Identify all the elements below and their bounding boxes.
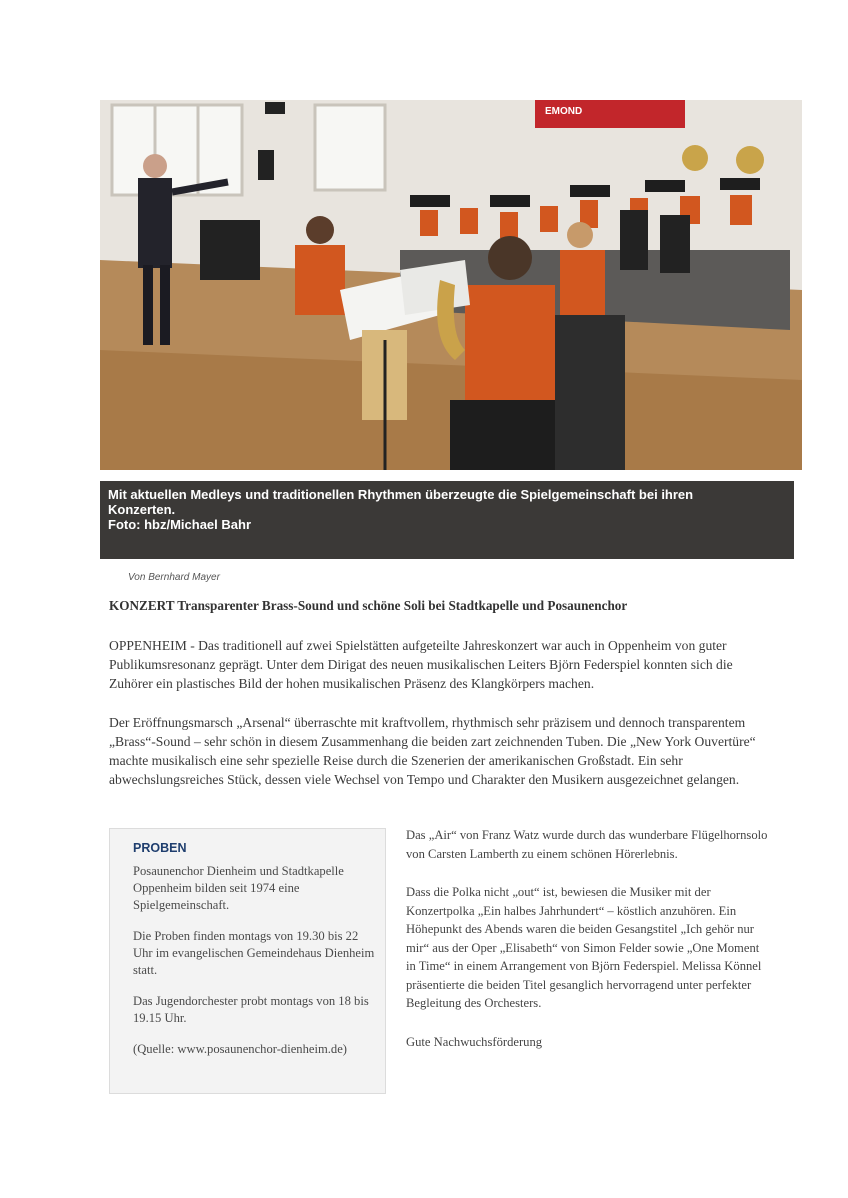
right-column <box>406 826 771 1071</box>
saxophonist-figure <box>465 285 555 415</box>
conductor-figure <box>138 178 172 268</box>
concert-photo <box>100 100 802 470</box>
byline: Von Bernhard Mayer <box>128 572 220 583</box>
banner-text: EMOND <box>545 106 583 117</box>
caption-line-2: Konzerten. <box>108 502 176 517</box>
concert-photo-image <box>100 100 802 470</box>
article-headline: KONZERT Transparenter Brass-Sound und schöne Soli bei Stadtkapelle und Posaunenchor <box>109 598 628 613</box>
article-paragraph-2: Der Eröffnungsmarsch „Arsenal“ überraschte mit kraftvollem, rhythmisch sehr präzisem und dennoch transparentem „Brass“-Sound – sehr schön in diesem Zusammenhang die beiden zart zeichnenden Tuben. Die „New York Ouvertüre“ machte musikalisch eine sehr spezielle Reise durch die Szenerien der amerikanischen Großstadt. Ein sehr abwechslungsreiches Stück, dessen viele Wechsel von Tempo und Charakter den Musikern ausgezeichnet gelangen. <box>109 715 756 787</box>
info-box-paragraph-2: Die Proben finden montags von 19.30 bis 22 Uhr im evangelischen Gemeindehaus Dienheim statt. <box>133 929 375 977</box>
info-box-proben <box>109 828 386 1094</box>
info-box-paragraph-1: Posaunenchor Dienheim und Stadtkapelle Oppenheim bilden seit 1974 eine Spielgemeinschaft. <box>133 864 344 912</box>
caption-line-1: Mit aktuellen Medleys und traditionellen Rhythmen überzeugte die Spielgemeinschaft bei ihren <box>108 487 694 502</box>
article-paragraph-1: OPPENHEIM - Das traditionell auf zwei Spielstätten aufgeteilte Jahreskonzert war auch in Oppenheim von guter Publikumsresonanz geprägt. Unter dem Dirigat des neuen musikalischen Leiters Björn Federspiel konnten sich die Zuhörer ein plastisches Bild der hohen musikalischen Präsenz des Klangkörpers machen. <box>109 638 733 691</box>
photo-caption <box>100 481 794 559</box>
info-box-source: (Quelle: www.posaunenchor-dienheim.de) <box>133 1042 348 1056</box>
info-box-paragraph-3: Das Jugendorchester probt montags von 18 bis 19.15 Uhr. <box>133 994 369 1025</box>
info-box-title: PROBEN <box>133 841 187 855</box>
right-paragraph-2: Dass die Polka nicht „out“ ist, bewiesen die Musiker mit der Konzertpolka „Ein halbes Jahrhundert“ – köstlich anzuhören. Ein Höhepunkt des Abends waren die beiden Gesangstitel „Ich gehör nur mir“ aus der Oper „Elisabeth“ von Simon Felder sowie „One Moment in Time“ in einem Arrangement von Björn Federspiel. Melissa Könnel präsentierte die beiden Titel gesanglich hervorragend unter perfekter Begleitung des Orchesters. <box>406 885 762 1010</box>
photo-credit: Foto: hbz/Michael Bahr <box>108 517 251 532</box>
subheading-nachwuchs: Gute Nachwuchsförderung <box>406 1034 543 1049</box>
right-paragraph-1: Das „Air“ von Franz Watz wurde durch das wunderbare Flügelhornsolo von Carsten Lamberth zu einem schönen Hörerlebnis. <box>406 828 768 861</box>
